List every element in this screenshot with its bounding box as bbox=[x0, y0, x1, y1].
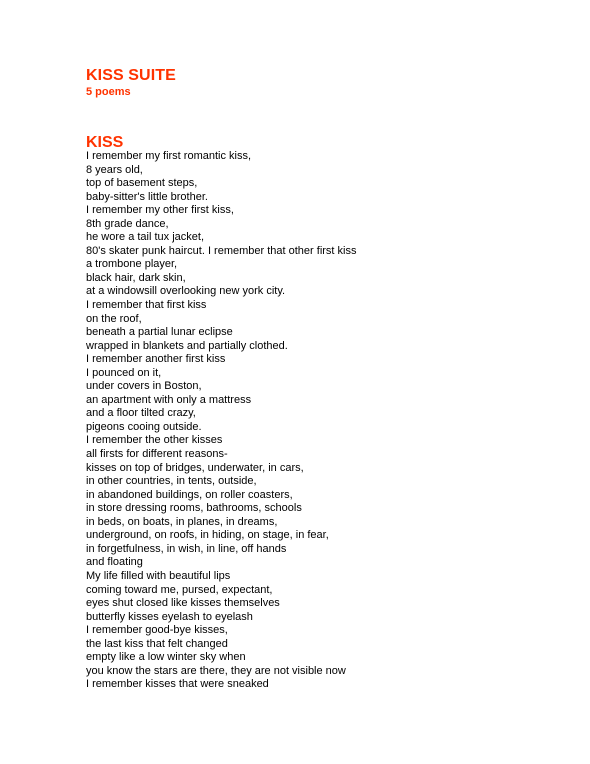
poem-line: I remember good-bye kisses, bbox=[86, 624, 228, 637]
poem-line: I remember kisses that were sneaked bbox=[86, 678, 269, 691]
poem-line: an apartment with only a mattress bbox=[86, 393, 252, 406]
poem-title: KISS bbox=[86, 134, 124, 151]
poem-line: in abandoned buildings, on roller coasters, bbox=[86, 488, 293, 501]
poem-line: 8th grade dance, bbox=[86, 217, 169, 230]
poem-line: eyes shut closed like kisses themselves bbox=[86, 597, 280, 610]
poem-line: he wore a tail tux jacket, bbox=[86, 231, 205, 244]
poem-line: I remember the other kisses bbox=[86, 434, 223, 447]
poem-line: under covers in Boston, bbox=[86, 380, 202, 393]
poem-body bbox=[86, 150, 356, 692]
poem-line: top of basement steps, bbox=[86, 177, 198, 190]
poem-line: 8 years old, bbox=[86, 163, 143, 176]
poem-line: I pounced on it, bbox=[86, 366, 162, 379]
poem-line: pigeons cooing outside. bbox=[86, 420, 202, 433]
document-page bbox=[86, 66, 566, 691]
poem-line: wrapped in blankets and partially clothed. bbox=[86, 339, 288, 352]
poem-line: in other countries, in tents, outside, bbox=[86, 475, 257, 488]
poem-line: My life filled with beautiful lips bbox=[86, 569, 231, 582]
poem-line: empty like a low winter sky when bbox=[86, 651, 246, 664]
poem-line: and floating bbox=[86, 556, 143, 569]
poem-line: the last kiss that felt changed bbox=[86, 637, 228, 650]
poem-line: underground, on roofs, in hiding, on stage, in fear, bbox=[86, 529, 329, 542]
poem-line: coming toward me, pursed, expectant, bbox=[86, 583, 273, 596]
poem-line: all firsts for different reasons- bbox=[86, 448, 228, 461]
poem-line: you know the stars are there, they are not visible now bbox=[86, 664, 346, 677]
poem-line: butterfly kisses eyelash to eyelash bbox=[86, 610, 253, 623]
poem-line: and a floor tilted crazy, bbox=[86, 407, 196, 420]
poem-line: black hair, dark skin, bbox=[86, 271, 186, 284]
poem-line: 80's skater punk haircut. I remember that other first kiss bbox=[86, 244, 357, 257]
poem-line: beneath a partial lunar eclipse bbox=[86, 326, 233, 339]
suite-subtitle: 5 poems bbox=[86, 86, 131, 98]
suite-title: KISS SUITE bbox=[86, 67, 176, 84]
poem-line: I remember my other first kiss, bbox=[86, 204, 234, 217]
poem-line: I remember my first romantic kiss, bbox=[86, 150, 252, 162]
poem-line: I remember that first kiss bbox=[86, 299, 207, 312]
poem-line: I remember another first kiss bbox=[86, 353, 226, 366]
poem-line: in store dressing rooms, bathrooms, schools bbox=[86, 502, 302, 515]
poem-line: on the roof, bbox=[86, 312, 142, 325]
poem-line: in beds, on boats, in planes, in dreams, bbox=[86, 515, 278, 528]
poem-line: in forgetfulness, in wish, in line, off hands bbox=[86, 542, 287, 555]
poem-line: baby-sitter's little brother. bbox=[86, 190, 208, 203]
poem-line: kisses on top of bridges, underwater, in cars, bbox=[86, 461, 304, 474]
poem-line: a trombone player, bbox=[86, 258, 178, 271]
poem-line: at a windowsill overlooking new york city. bbox=[86, 285, 286, 298]
